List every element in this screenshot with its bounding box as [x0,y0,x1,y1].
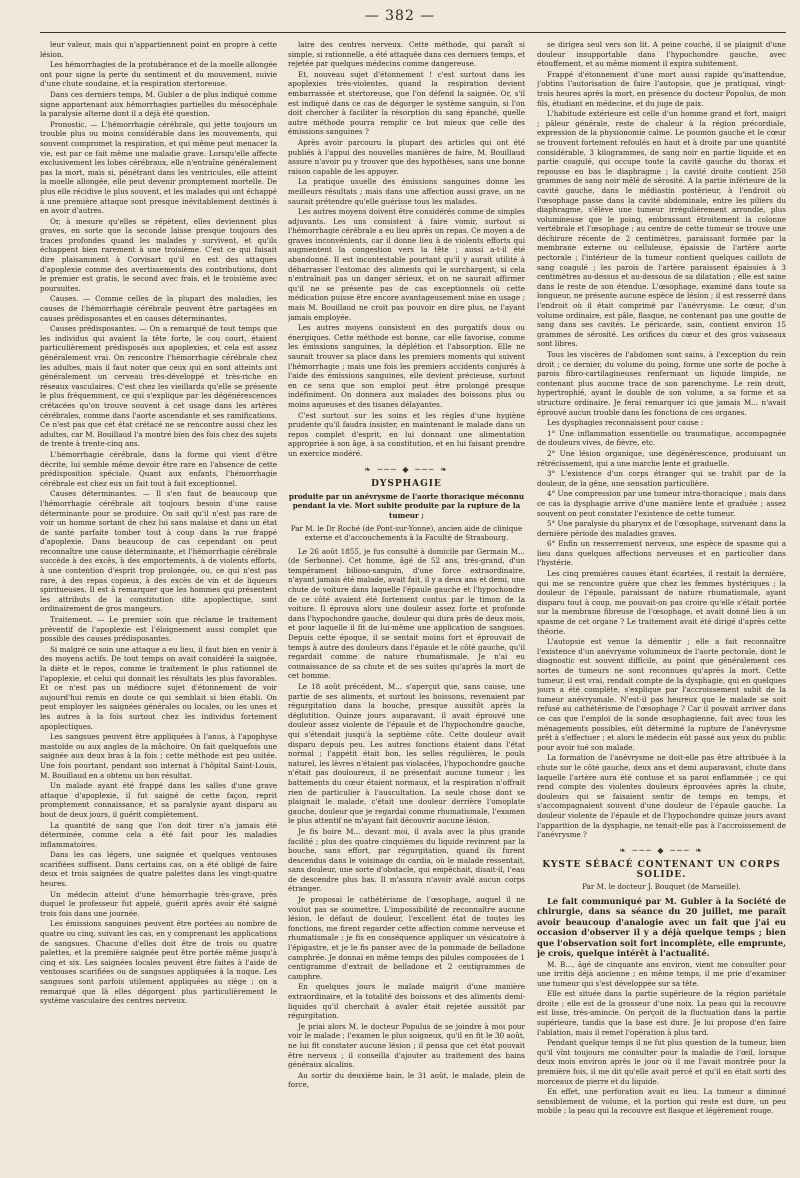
paragraph: La pratique usuelle des émissions sanguines donne les meilleurs résultats ; mais dans une affection aussi grave, on ne saurait prétendre qu'elle guérisse tous les malades. [288,177,525,206]
paragraph: 1° Une inflammation essentielle ou traumatique, accompagnée de douleurs vives, de fièvre, etc. [537,428,786,448]
paragraph: Un médecin atteint d'une hémorrhagie très-grave, près duquel le professeur fut appelé, guérit après avoir été saigné trois fois dans une journée. [40,889,277,918]
paragraph: Les sangsues peuvent être appliquées à l'anus, à l'apophyse mastoïde ou aux angles de la mâchoire. On fait quelquefois une saignée aux deux bras à la fois ; cette méthode est peu usitée. Une fois pourtant, pendant son internat à l'hôpital Saint-Louis, M. Bouillaud en a obtenu un bon résultat. [40,732,277,780]
paragraph: 2° Une lésion organique, une dégénérescence, produisant un rétrécissement, qui a une marche lente et graduelle. [537,448,786,468]
paragraph: L'hémorrhagie cérébrale, dans la forme qui vient d'être décrite, lui semble même devoir être rare en l'absence de cette prédisposition spéciale. Quant aux enfants, l'hémorrhagie cérébrale est chez eux un fait tout à fait exceptionnel. [40,449,277,488]
paragraph: Pendant quelque temps il ne fut plus question de la tumeur, bien qu'il vînt toujours me consulter pour la maladie de l'œil, lorsque deux mois environ après le jour où il me l'avait montrée pour la première fois, il me dit qu'elle avait percé et qu'il en était sorti des morceaux de pierre et du liquide. [537,1038,786,1086]
article-title: DYSPHAGIE [371,479,442,490]
article-byline: Par M. le Dr Roché (de Pont-sur-Yonne), ancien aide de clinique externe et d'accouchements à la Faculté de Strasbourg. [290,523,523,543]
paragraph: Dans les cas légers, une saignée et quelques ventouses scarifiées suffisent. Dans certains cas, on a été obligé de faire deux et trois saignées de quatre palettes dans les vingt-quatre heures. [40,850,277,889]
paragraph: 3° L'existence d'un corps étranger qui se trahit par de la douleur, de la gêne, une sensation particulière. [537,469,786,488]
paragraph: Je priai alors M. le docteur Populus de se joindre à moi pour voir le malade ; l'examen le plus soigneux, qu'il en fit le 30 août, ne lui fit constater aucune lésion ; il pensa que cet état pouvait être nerveux ; il conseilla d'ajouter au traitement des bains généraux alcalins. [288,1021,525,1070]
paragraph: Au sortir du deuxième bain, le 31 août, le malade, plein de force, [288,1070,525,1090]
column-middle-continued-text [288,40,525,459]
paragraph: Les hémorrhagies de la protubérance et de la moelle allongée ont pour signe la perte du sentiment et du mouvement, suivie d'une chute soudaine, et la respiration stertoreuse. [40,60,277,89]
paragraph: Je proposai le cathétérisme de l'œsophage, auquel il ne voulut pas se soumettre. L'impossibilité de reconnaître aucune lésion, le défaut de douleur, l'excellent état de toutes les fonctions, me firent regarder cette affection comme nerveuse et rhumatismale ; je fis en conséquence appliquer un vésicatoire à l'épigastre, et je le fis panser avec de la pommade de belladone camphrée. Je donnai en même temps des pilules composées de 1 centigramme d'extrait de belladone et 2 centigrammes de camphre. [288,895,525,981]
paragraph: Après avoir parcouru la plupart des articles qui ont été publiés à l'appui des nouvelles manières de faire, M. Bouillaud assure n'avoir pu y trouver que des hypothèses, sans une bonne raison capable de les appuyer. [288,137,525,176]
paragraph: Causes prédisposantes. — On a remarqué de tout temps que les individus qui avaient la tête forte, le cou court, étaient particulièrement prédisposés aux apoplexies, et cela est assez généralement vrai. On rencontre l'hémorrhagie cérébrale chez les adultes, mais il faut noter que ceux qui en sont atteints ont généralement un cerveau très-développé et très-riche en réseaux vasculaires. C'est chez les vieillards qu'elle se présente le plus fréquemment, ce qui s'explique par les dégénérescences crétacées qu'on trouve souvent à cet usage dans les artères cérébrales, comme dans l'aorte ascendante et ses ramifications. Ce n'est pas que cet état crétacé ne se rencontre aussi chez les adultes, car M. Bouillaud l'a montré bien des fois chez des sujets de trente à trente-cinq ans. [40,324,277,449]
paragraph: Causes. — Comme celles de la plupart des maladies, les causes de l'hémorrhagie cérébrale peuvent être partagées en causes prédisposantes et en causes déterminantes. [40,294,277,323]
paragraph: 5° Une paralysie du pharynx et de l'œsophage, survenant dans la dernière période des maladies graves. [537,519,786,538]
paragraph: Les autres moyens consistent en des purgatifs doux ou énergiques. Cette méthode est bonne, car elle favorise, comme les émissions sanguines, la déplétion et l'absorption. Elle ne saurait trouver sa place dans les premiers moments qui suivent l'hémorrhagie ; mais une fois les premiers accidents conjurés à l'aide des émissions sanguines, elle devient précieuse, surtout en ce sens que son emploi peut être prolongé presque indéfiniment. On donnera aux malades des boissons plus ou moins aqueuses et des tisanes délayantes. [288,323,525,409]
paragraph: Elle est située dans la partie supérieure de la région pariétale droite ; elle est de la grosseur d'une noix. La peau qui la recouvre est lisse, très-amincie. On perçoit de la fluctuation dans la partie supérieure, tandis que la base est dure. Je lui propose d'en faire l'ablation, mais il remet l'opération à plus tard. [537,989,786,1037]
paragraph: se dirigea seul vers son lit. A peine couché, il se plaignit d'une douleur insupportable dans l'hypochondre gauche, avec étouffement, et au même moment il expira subitement. [537,40,786,69]
paragraph: 6° Enfin un resserrement nerveux, une espèce de spasme qui a lieu dans quelques affections nerveuses et en particulier dans l'hystérie. [537,539,786,568]
paragraph: M. B..., âgé de cinquante ans environ, vient me consulter pour une irritis déjà ancienne ; en même temps, il me prie d'examiner une tumeur qui s'est développée sur sa tête. [537,959,786,988]
column-middle [288,40,525,1170]
column-right [537,40,786,1170]
header-rule [40,32,786,33]
paragraph: Pronostic. — L'hémorrhagie cérébrale, qui jette toujours un trouble plus ou moins considérable dans les mouvements, qui souvent compromet la respiration, et qui même peut menacer la vie, est par ce fait même une maladie grave. Lorsqu'elle affecte exclusivement les lobes cérébraux, elle n'entraîne généralement pas la mort, mais si, pénétrant dans les ventricules, elle atteint la moelle allongée, elle peut devenir promptement mortelle. De plus elle récidive le plus souvent, et les malades qui ont échappé à une première attaque sont presque inévitablement destinés à en avoir d'autres. [40,119,277,216]
paragraph: Frappé d'étonnement d'une mort aussi rapide qu'inattendue, j'obtins l'autorisation de faire l'autopsie, que je pratiquai, vingt-trois heures après la mort, en présence du docteur Populus, de mon fils, étudiant en médecine, et du juge de paix. [537,69,786,108]
paragraph: Traitement. — Le premier soin que réclame le traitement préventif de l'apoplexie est l'éloignement aussi complet que possible des causes prédisposantes. [40,615,277,644]
paragraph: Le 18 août précédent, M... s'aperçut que, sans cause, une partie de ses aliments, et surtout les boissons, revenaient par régurgitation dans la bouche, presque aussitôt après la déglutition. Quinze jours auparavant, il avait éprouvé une douleur assez violente de l'épaule et de l'hypochondre gauche, qui s'étendait jusqu'à la septième côte. Cette douleur avait disparu depuis peu. Les autres fonctions étaient dans l'état normal ; l'appétit était bon, les selles régulières, le pouls naturel, les lèvres n'étaient pas violacées, l'hypochondre gauche n'était pas douloureux, il ne présentait aucune tumeur ; les battements du cœur étaient normaux, et la respiration n'offrait rien de particulier à l'auscultation. La seule chose dont se plaignait le malade, c'était une douleur derrière l'omoplate gauche, douleur que je regardai comme rhumatismale, l'examen le plus attentif ne m'ayant fait découvrir aucune lésion. [288,682,525,826]
article2-body [537,960,786,1117]
paragraph: Le 26 août 1855, je fus consulté à domicile par Germain M... (de Serbonne). Cet homme, âgé de 52 ans, très-grand, d'un tempérament bilioso-sanguin, d'une force extraordinaire, n'ayant jamais été malade, avait fait, il y a deux ans et demi, une chute de voiture dans laquelle l'épaule gauche et l'hypochondre de ce côté avaient été fortement contus par le timon de la voiture. Il éprouva alors une douleur assez forte et profonde dans l'hypochondre gauche, douleur qui dura près de deux mois, et pour laquelle il fit de lui-même une application de sangsues. Depuis cette époque, il se sentait moins fort et éprouvait de temps à autre des douleurs dans l'épaule et le côté gauche, qu'il regardait comme de nature rhumatismale. Je n'ai eu connaissance de sa chute et de ses suites qu'après la mort de cet homme. [288,546,525,681]
paragraph: leur valeur, mais qui n'appartiennent point en propre à cette lésion. [40,40,277,59]
paragraph: Les émissions sanguines peuvent être portées au nombre de quatre ou cinq, suivant les cas, en y comprenant les applications de sangsues. Chacune d'elles doit être de trois ou quatre palettes, et la première saignée peut être portée même jusqu'à cinq et six. Les saignées locales peuvent être faites à l'aide de ventouses scarifiées ou de sangsues appliquées à la nuque. Les sangsues sont parfois utilement appliquées au siège ; on a remarqué que là elles dégorgent plus particulièrement le système vasculaire des centres nerveux. [40,919,277,1006]
article-body [288,547,525,1090]
paragraph: La quantité de sang que l'on doit tirer n'a jamais été déterminée, comme cela a été fait pour les maladies inflammatoires. [40,820,277,849]
paragraph: Les autres moyens doivent être considérés comme de simples adjuvants. Les uns consistent à faire vomir, surtout si l'hémorrhagie cérébrale a eu lieu après un repas. Ce moyen a de graves inconvénients, car il donne lieu à de violents efforts qui augmentent la congestion vers la tête ; aussi a-t-il été abandonné. Il est incontestable pourtant qu'il y aurait utilité à débarrasser l'estomac des aliments qui le surchargent, si cela n'entraînait pas un danger sérieux, et on ne saurait affirmer qu'il ne se présente pas de cas exceptionnels où cette médication puisse être encore avantageusement mise en usage ; mais M. Bouillaud ne croit pas pouvoir en dire plus, ne l'ayant jamais employée. [288,207,525,322]
paragraph: Si malgré ce soin une attaque a eu lieu, il faut bien en venir à des moyens actifs. De tout temps on avait considéré la saignée, la diète et le repos, comme le traitement le plus rationnel de l'apoplexie, et celui qui donnait les résultats les plus favorables. Et ce n'est pas un médiocre sujet d'étonnement de voir aujourd'hui remis en doute ce qui semblait si bien établi. On peut employer les saignées générales ou locales, ou les unes et les autres à la fois surtout chez les individus fortement apoplectiques. [40,644,277,731]
paragraph: 4° Une compression par une tumeur intra-thoracique ; mais dans ce cas la dysphagie arrive d'une manière lente et graduée ; assez souvent on peut constater l'existence de cette tumeur. [537,489,786,518]
paragraph: Dans ces derniers temps, M. Gubler a de plus indiqué comme signe appartenant aux hémorrhagies partielles du mésocéphale la paralysie alterne dont il a déjà été question. [40,89,277,119]
paragraph: Je fis boire M... devant moi, il avala avec la plus grande facilité ; plus des quatre cinquièmes du liquide revinrent par la bouche, sans effort, par régurgitation, quand ils furent descendus dans le voisinage du cardia, où le malade ressentait, sans douleur, une sorte d'obstacle, qui empêchait, disait-il, l'eau de descendre plus bas. Il m'assura n'avoir avalé aucun corps étranger. [288,826,525,894]
paragraph: laire des centres nerveux. Cette méthode, qui paraît si simple, si rationnelle, a été attaquée dans ces derniers temps, et rejetée par quelques médecins comme dangereuse. [288,40,525,69]
paragraph: Tous les viscères de l'abdomen sont sains, à l'exception du rein droit ; ce dernier, du volume du poing, forme une sorte de poche à parois fibro-cartilagineuses renfermant un liquide limpide, ne contenant plus aucune trace de son parenchyme. Le rein droit, hypertrophié, ayant le double de son volume, a sa forme et sa structure ordinaire. Je ferai remarquer ici que jamais M... n'avait éprouvé aucun trouble dans les fonctions de ces organes. [537,350,786,417]
paragraph: En quelques jours le malade maigrit d'une manière extraordinaire, et la totalité des boissons et des aliments demi-liquides qu'il cherchait à avaler était rejetée aussitôt par régurgitation. [288,982,525,1021]
paragraph: L'autopsie est venue la démentir ; elle a fait reconnaître l'existence d'un anévrysme volumineux de l'aorte pectorale, dont le diagnostic est souvent difficile, au point que généralement ces sortes de tumeurs ne sont reconnues qu'après la mort. Cette tumeur, il est vrai, rendait compte de la dysphagie, qui en quelques jours a été complète, s'explique par l'accroissement subit de la tumeur anévrysmale. N'est-il pas heureux que le malade se soit refusé au cathétérisme de l'œsophage ? Car il pouvait arriver dans ce cas que l'emploi de la sonde œsophagienne, fait avec tous les ménagements possibles, eût déterminé la rupture de l'anévrysme prêt à s'effectuer ; et alors le médecin eût passé aux yeux du public pour avoir tué son malade. [537,637,786,752]
paragraph: Les cinq premières causes étant écartées, il restait la dernière, qui me se rencontre guère que chez les femmes hystériques ; la douleur de l'épaule, paraissant de nature rhumatismale, ayant disparu tout à coup, me pouvait-on pas croire qu'elle s'était portée sur la membrane fibreuse de l'œsophage, et avait donné lieu à un spasme de cet organe ? Le traitement avait été dirigé d'après cette théorie. [537,569,786,636]
paragraph: En effet, une perforation avait eu lieu. La tumeur a diminué sensiblement de volume, et la portion qui reste est dure, un peu mobile ; la peau qui la recouvre est flasque et légèrement rouge. [537,1087,786,1116]
article2-title: KYSTE SÉBACÉ CONTENANT UN CORPS SOLIDE. [542,860,781,880]
paragraph: Causes déterminantes. — Il s'en faut de beaucoup que l'hémorrhagie cérébrale ait toujours besoin d'une cause déterminante pour se produire. On sait qu'il n'est pas rare de voir un homme sortant de chez lui sans malaise et dans un état de santé parfaite tomber tout à coup dans la rue frappé d'apoplexie. Dans beaucoup de cas cependant on peut reconnaître une cause déterminante, et l'hémorrhagie cérébrale succède à des excès, à des emportements, à de violents efforts, à une contention d'esprit trop prolongée, ou, ce qui n'est pas rare, à des repas copieux, à des excès de vin et de liqueurs spiritueuses. Il est à remarquer que les hommes qui présentent les attributs de la constitution dite apoplectique, sont ordinairement de gros mangeurs. [40,489,277,614]
paragraph: C'est surtout sur les soins et les règles d'une hygiène prudente qu'il faudra insister, en maintenant le malade dans un repos complet d'esprit, en lui donnant une alimentation appropriée à son âge, à sa constitution, et en lui faisant prendre un exercice modéré. [288,410,525,458]
column-left [40,40,277,1170]
article-body-continued [537,40,786,840]
paragraph: Et, nouveau sujet d'étonnement ! c'est surtout dans les apoplexies très-violentes, quand la respiration devient embarrassée et stertoreuse, que l'on défend la saignée. Or, s'il est indiqué dans ce cas de dégorger le système sanguin, si l'on doit chercher à faciliter la résorption du sang épanché, quelle autre méthode pourra remplir ce but mieux que celle des émissions sanguines ? [288,69,525,137]
paragraph: L'habitude extérieure est celle d'un homme grand et fort, maigri ; pâleur générale, reste de chaleur à la région précordiale, expression de la physionomie calme. Le poumon gauche et le cœur se trouvent fortement refoulés en haut et à droite par une quantité considérable, 3 kilogrammes, de sang noir en partie liquide et en partie coagulé, qui occupe toute la cavité gauche du thorax et repousse en bas le diaphragme ; la cavité droite contient 250 grammes de sang noir mêlé de sérosité. A la partie inférieure de la cavité gauche, dans le médiastin postérieur, à l'endroit où l'œsophage passe dans la cavité abdominale, entre les piliers du diaphragme, s'élève une tumeur irrégulièrement arrondie, plus volumineuse que le poing, embrassant étroitement la colonne vertébrale et l'œsophage ; au centre de cette tumeur se trouve une déchirure récente de 2 centimètres, paraissant formée par la membrane externe ou celluleuse, épaissie de l'artère aorte pectorale ; l'intérieur de la tumeur contient quelques caillots de sang coagulé ; les parois de l'artère paraissent épaissies à 3 centimètres au-dessus et au-dessous de sa dilatation ; elle est saine dans le reste de son étendue. L'œsophage, examiné dans toute sa longueur, ne présente aucune espèce de lésion ; il est resserré dans l'endroit où il était comprimé par l'anévrysme. Le cœur, d'un volume ordinaire, est pâle, flasque, ne contenant pas une goutte de sang dans ses cavités. Le péricarde, sain, contient environ 15 grammes de sérosité. Les orifices du cœur et des gros vaisseaux sont libres. [537,109,786,349]
paragraph: Les dysphagies reconnaissent pour cause : [547,418,704,428]
paragraph: Or, à mesure qu'elles se répètent, elles deviennent plus graves, en sorte que la seconde laisse presque toujours des traces profondes quand les malades y survivent, et qu'ils échappent bien rarement à une troisième. C'est ce qui faisait dire plaisamment à Corvisart qu'il en est des attaques d'apoplexie comme des avertissements des contributions, dont le premier est gratis, le second avec frais, et le troisième avec poursuites. [40,216,277,293]
article2-lead: Le fait communiqué par M. Gubler à la Société de chirurgie, dans sa séance du 20 juillet, me paraît avoir beaucoup d'analogie avec un fait que j'ai eu occasion d'observer il y a déjà quelque temps ; bien que l'observation soit fort incomplète, elle emprunte, je crois, quelque intérêt à l'actualité. [537,896,786,959]
paragraph: La formation de l'anévrysme ne doit-elle pas être attribuée à la chute sur le côté gauche, deux ans et demi auparavant, chute dans laquelle l'artère aura été contuse et sa paroi enflammée ; ce qui rend compte des violentes douleurs éprouvées après la chute, douleurs qui se faisaient sentir de temps en temps, et s'accompagnaient souvent d'une douleur de l'épaule gauche. La douleur violente de l'épaule et de l'hypochondre quinze jours avant l'apparition de la dysphagie, ne tenait-elle pas à l'accroissement de l'anévrysme ? [537,753,786,840]
page-number: — 382 — [364,8,436,24]
section-separator: ❧ ─── ◆ ─── ❧ [364,464,449,474]
article-subtitle: produite par un anévrysme de l'aorte thoracique méconnu pendant la vie. Mort subite produite par la rupture de la tumeur ; [288,491,525,520]
section-separator-2: ❧ ─── ◆ ─── ❧ [619,845,704,855]
article2-byline: Par M. le docteur J. Bouquet (de Marseille). [582,882,741,892]
paragraph: Un malade ayant été frappé dans les salles d'une grave attaque d'apoplexie, il fut saigné de cette façon, reprit promptement connaissance, et sa paralysie ayant disparu au bout de deux jours, il guérit complètement. [40,781,277,819]
